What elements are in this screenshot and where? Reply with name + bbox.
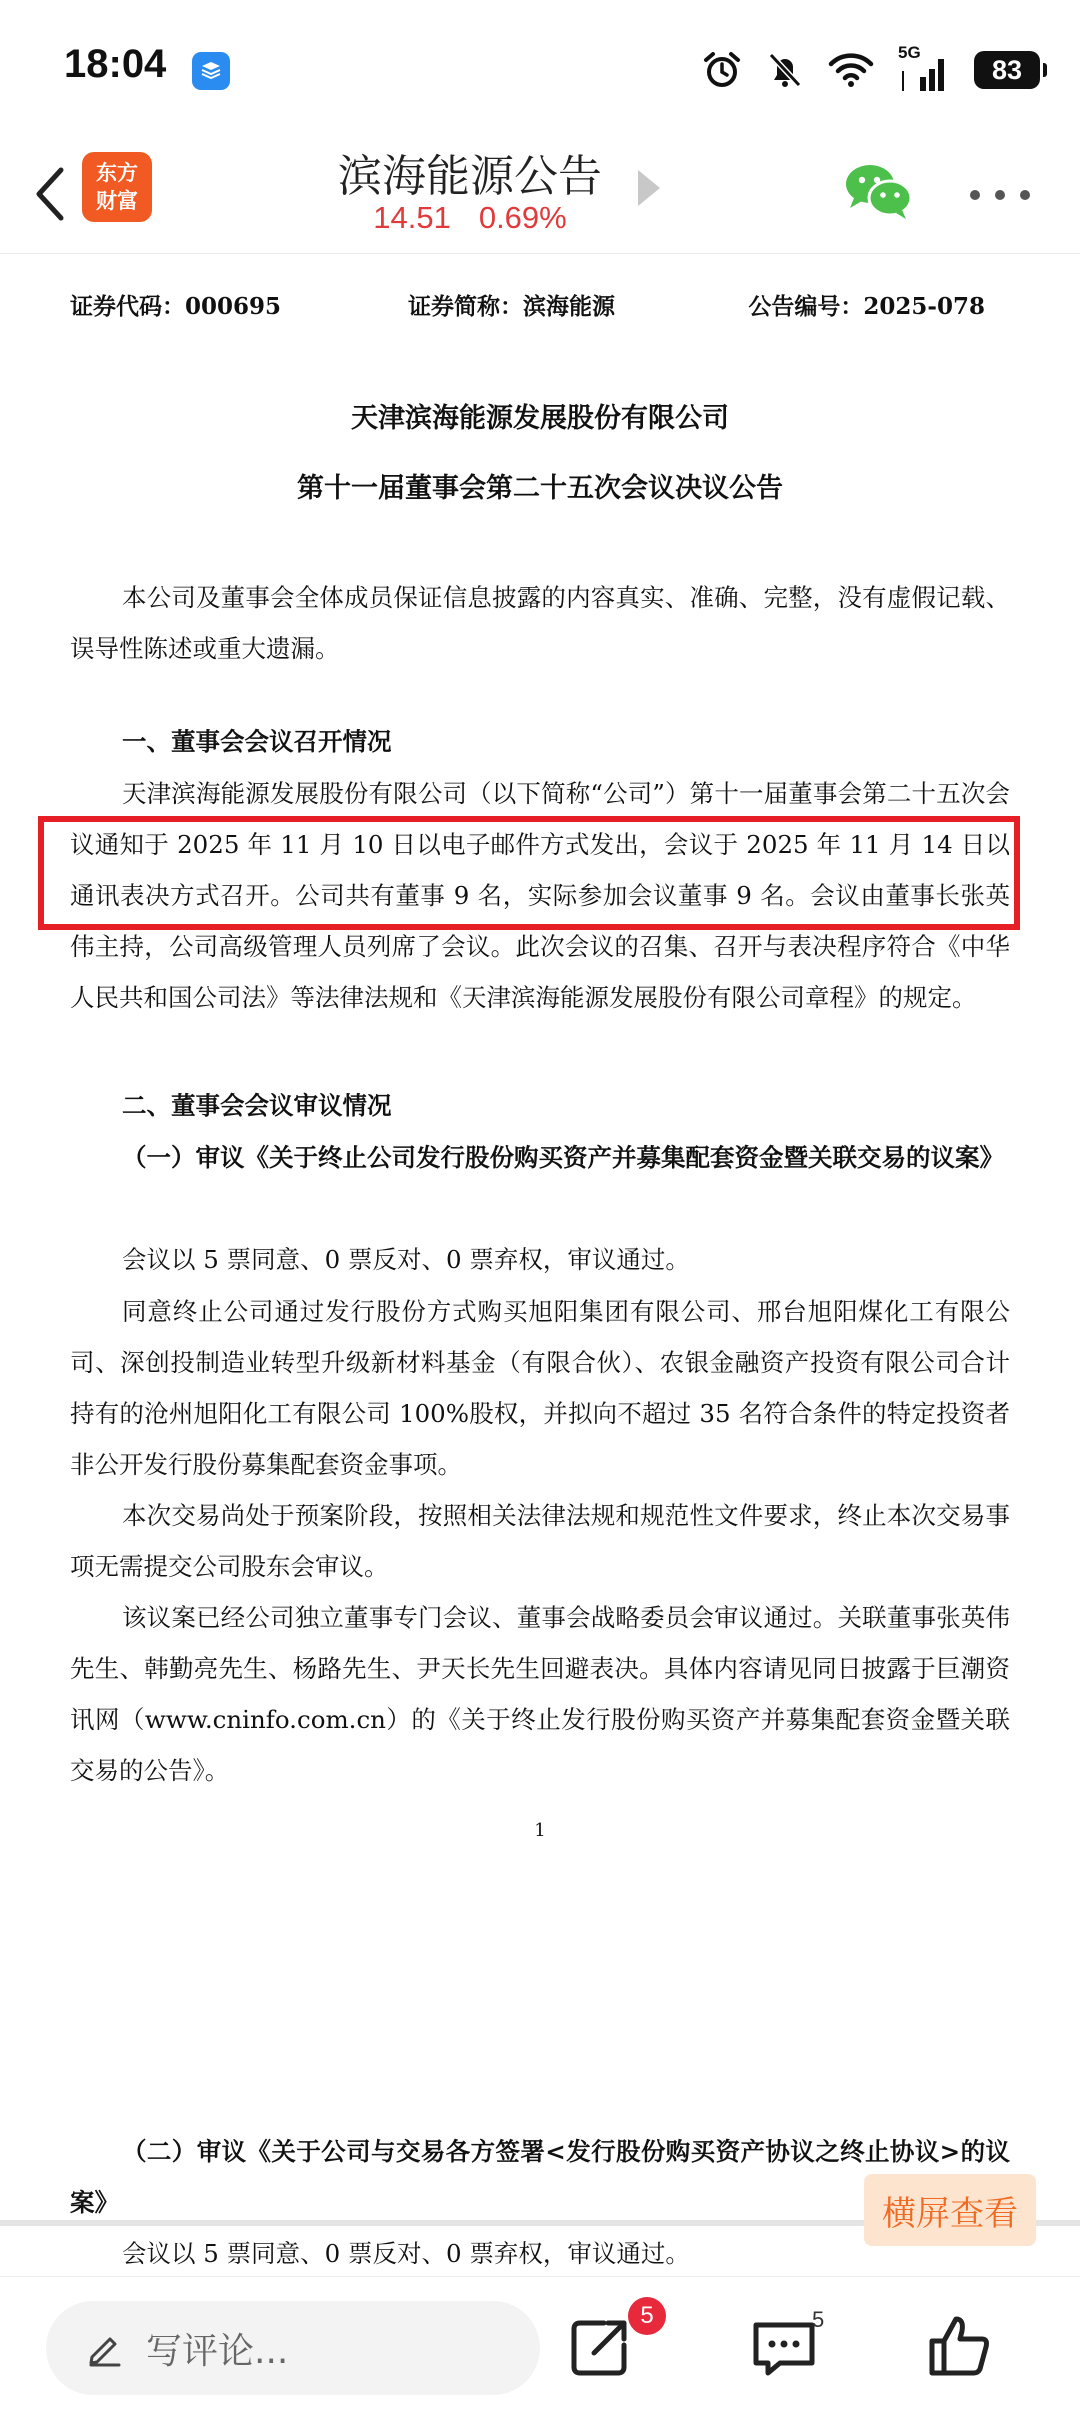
more-dot-icon bbox=[1020, 190, 1030, 200]
comment-placeholder: 写评论... bbox=[146, 2330, 289, 2372]
motion-paragraph: 同意终止公司通过发行股份方式购买旭阳集团有限公司、邢台旭阳煤化工有限公司、深创投制造业转型升级新材料基金（有限合伙）、农银金融资产投资有限公司合计持有的沧州旭阳化工有限公司 100%股权，并拟向不超过 35 名符合条件的特定投资者非公开发行股份募集配套资金事项。 bbox=[70, 1297, 1010, 1479]
more-dot-icon bbox=[995, 190, 1005, 200]
highlight-annotation bbox=[38, 816, 1020, 930]
thumbs-up-icon bbox=[924, 2311, 996, 2383]
cellular-signal-icon bbox=[898, 43, 950, 93]
status-time: 18:04 bbox=[64, 42, 167, 86]
more-options-button[interactable] bbox=[970, 180, 1030, 210]
app-notification-icon bbox=[192, 52, 230, 90]
wechat-icon bbox=[842, 160, 914, 222]
motion-heading: （二）审议《关于公司与交易各方签署<发行股份购买资产协议之终止协议>的议案》 bbox=[70, 2137, 1010, 2217]
wifi-icon bbox=[828, 52, 874, 88]
like-button[interactable] bbox=[924, 2311, 996, 2383]
document-title: 第十一届董事会第二十五次会议决议公告 bbox=[297, 473, 783, 504]
stock-change: 0.69% bbox=[478, 200, 567, 235]
vote-result: 会议以 5 票同意、0 票反对、0 票弃权，审议通过。 bbox=[122, 2239, 690, 2268]
motion-paragraph: 本次交易尚处于预案阶段，按照相关法律法规和规范性文件要求，终止本次交易事项无需提交公司股东会审议。 bbox=[70, 1501, 1010, 1581]
notice-number: 公告编号：2025-078 bbox=[748, 293, 985, 320]
comment-count: 5 bbox=[812, 2307, 825, 2332]
next-arrow-icon[interactable] bbox=[638, 170, 660, 206]
motion-paragraph: 该议案已经公司独立董事专门会议、董事会战略委员会审议通过。关联董事张英伟先生、韩勤亮先生、杨路先生、尹天长先生回避表决。具体内容请见同日披露于巨潮资讯网（www.cninfo.com.cn）的《关于终止发行股份购买资产并募集配套资金暨关联交易的公告》。 bbox=[70, 1603, 1010, 1785]
landscape-view-button[interactable]: 横屏查看 bbox=[864, 2174, 1036, 2246]
stock-short-name: 证券简称：滨海能源 bbox=[408, 293, 615, 320]
page-title: 滨海能源公告 bbox=[338, 151, 602, 202]
more-dot-icon bbox=[970, 190, 980, 200]
section-heading: 一、董事会会议召开情况 bbox=[122, 727, 392, 756]
share-count-badge: 5 bbox=[628, 2297, 666, 2335]
mute-bell-icon bbox=[766, 50, 804, 90]
app-header bbox=[0, 140, 1080, 254]
comment-input[interactable] bbox=[46, 2301, 540, 2395]
integrity-statement: 本公司及董事会全体成员保证信息披露的内容真实、准确、完整，没有虚假记载、误导性陈述或重大遗漏。 bbox=[70, 583, 1010, 663]
share-icon bbox=[564, 2311, 636, 2383]
page-number: 1 bbox=[534, 1820, 546, 1841]
logo-line1: 东方 bbox=[96, 161, 138, 185]
meeting-details-paragraph: 天津滨海能源发展股份有限公司（以下简称“公司”）第十一届董事会第二十五次会议通知于 2025 年 11 月 10 日以电子邮件方式发出，会议于 2025 年 11 月 14 日以通讯表决方式召开。公司共有董事 9 名，实际参加会议董事 9 名。会议由董事长张英伟主持，公司高级管理人员列席了会议。此次会议的召集、召开与表决程序符合《中华人民共和国公司法》等法律法规和《天津滨海能源发展股份有限公司章程》的规定。 bbox=[70, 779, 1010, 1012]
battery-icon: 83 bbox=[974, 51, 1040, 89]
chevron-left-icon bbox=[33, 166, 67, 222]
stock-code: 证券代码：000695 bbox=[70, 293, 282, 320]
alarm-icon bbox=[702, 50, 742, 90]
wechat-share-button[interactable] bbox=[842, 160, 914, 222]
stock-price: 14.51 bbox=[373, 200, 451, 235]
section-heading: 二、董事会会议审议情况 bbox=[122, 1091, 392, 1120]
vote-result: 会议以 5 票同意、0 票反对、0 票弃权，审议通过。 bbox=[122, 1245, 690, 1274]
share-button[interactable] bbox=[564, 2311, 636, 2383]
comments-button[interactable] bbox=[748, 2311, 820, 2383]
bottom-action-bar bbox=[0, 2276, 1080, 2412]
company-name: 天津滨海能源发展股份有限公司 bbox=[351, 403, 729, 434]
status-bar bbox=[0, 0, 1080, 140]
announcement-document bbox=[0, 254, 1080, 2274]
eastmoney-logo[interactable] bbox=[82, 152, 152, 222]
motion-heading: （一）审议《关于终止公司发行股份购买资产并募集配套资金暨关联交易的议案》 bbox=[122, 1143, 1004, 1172]
logo-line2: 财富 bbox=[96, 189, 138, 213]
network-type: 5G bbox=[898, 43, 921, 62]
status-icons bbox=[702, 43, 1040, 94]
comment-bubble-icon bbox=[748, 2311, 820, 2383]
back-button[interactable] bbox=[22, 154, 78, 234]
stock-quote bbox=[320, 200, 620, 236]
pencil-icon bbox=[86, 2329, 124, 2367]
